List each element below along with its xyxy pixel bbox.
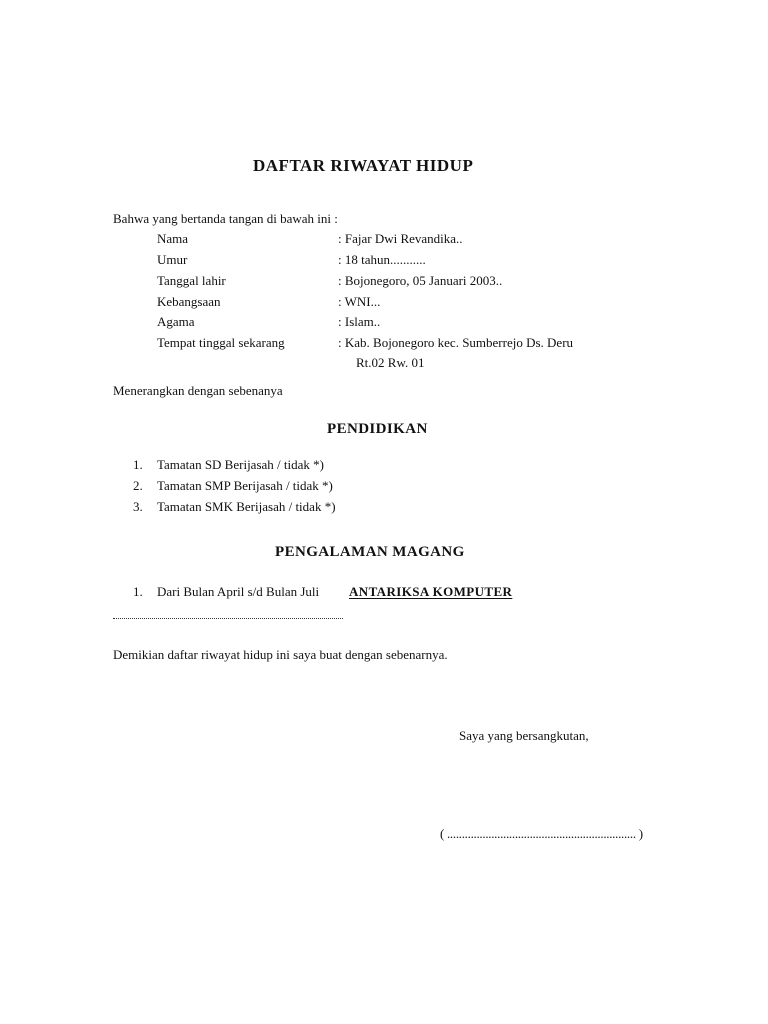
signature-name-placeholder: ( ................................................................ ) <box>440 826 643 841</box>
biodata-label: Tanggal lahir <box>157 273 226 288</box>
biodata-label: Kebangsaan <box>157 294 221 309</box>
biodata-value: : 18 tahun........... <box>338 252 426 267</box>
list-text: Tamatan SD Berijasah / tidak *) <box>157 457 324 472</box>
education-heading: PENDIDIKAN <box>327 421 428 437</box>
biodata-label: Tempat tinggal sekarang <box>157 335 285 350</box>
closing-text: Demikian daftar riwayat hidup ini saya buat dengan sebenarnya. <box>113 647 448 662</box>
biodata-value: : Fajar Dwi Revandika.. <box>338 231 463 246</box>
statement-text: Menerangkan dengan sebenanya <box>113 383 283 398</box>
list-text: Dari Bulan April s/d Bulan Juli <box>157 584 320 599</box>
biodata-value: : Kab. Bojonegoro kec. Sumberrejo Ds. Deru <box>338 335 574 350</box>
biodata-value: : WNI... <box>338 294 381 309</box>
address-continuation: Rt.02 Rw. 01 <box>356 355 425 370</box>
list-number: 2. <box>133 478 143 493</box>
internship-heading: PENGALAMAN MAGANG <box>275 544 465 560</box>
list-number: 1. <box>133 457 143 472</box>
list-number: 1. <box>133 584 143 599</box>
company-name: ANTARIKSA KOMPUTER <box>349 584 513 599</box>
biodata-label: Agama <box>157 314 195 329</box>
biodata-label: Nama <box>157 231 189 246</box>
intro-text: Bahwa yang bertanda tangan di bawah ini : <box>113 211 338 226</box>
document-title: DAFTAR RIWAYAT HIDUP <box>253 156 474 175</box>
biodata-value: : Islam.. <box>338 314 381 329</box>
list-text: Tamatan SMP Berijasah / tidak *) <box>157 478 333 493</box>
dotted-divider <box>113 618 343 619</box>
biodata-value: : Bojonegoro, 05 Januari 2003.. <box>338 273 503 288</box>
list-number: 3. <box>133 499 143 514</box>
biodata-label: Umur <box>157 252 188 267</box>
signature-label: Saya yang bersangkutan, <box>459 728 589 743</box>
list-text: Tamatan SMK Berijasah / tidak *) <box>157 499 336 514</box>
